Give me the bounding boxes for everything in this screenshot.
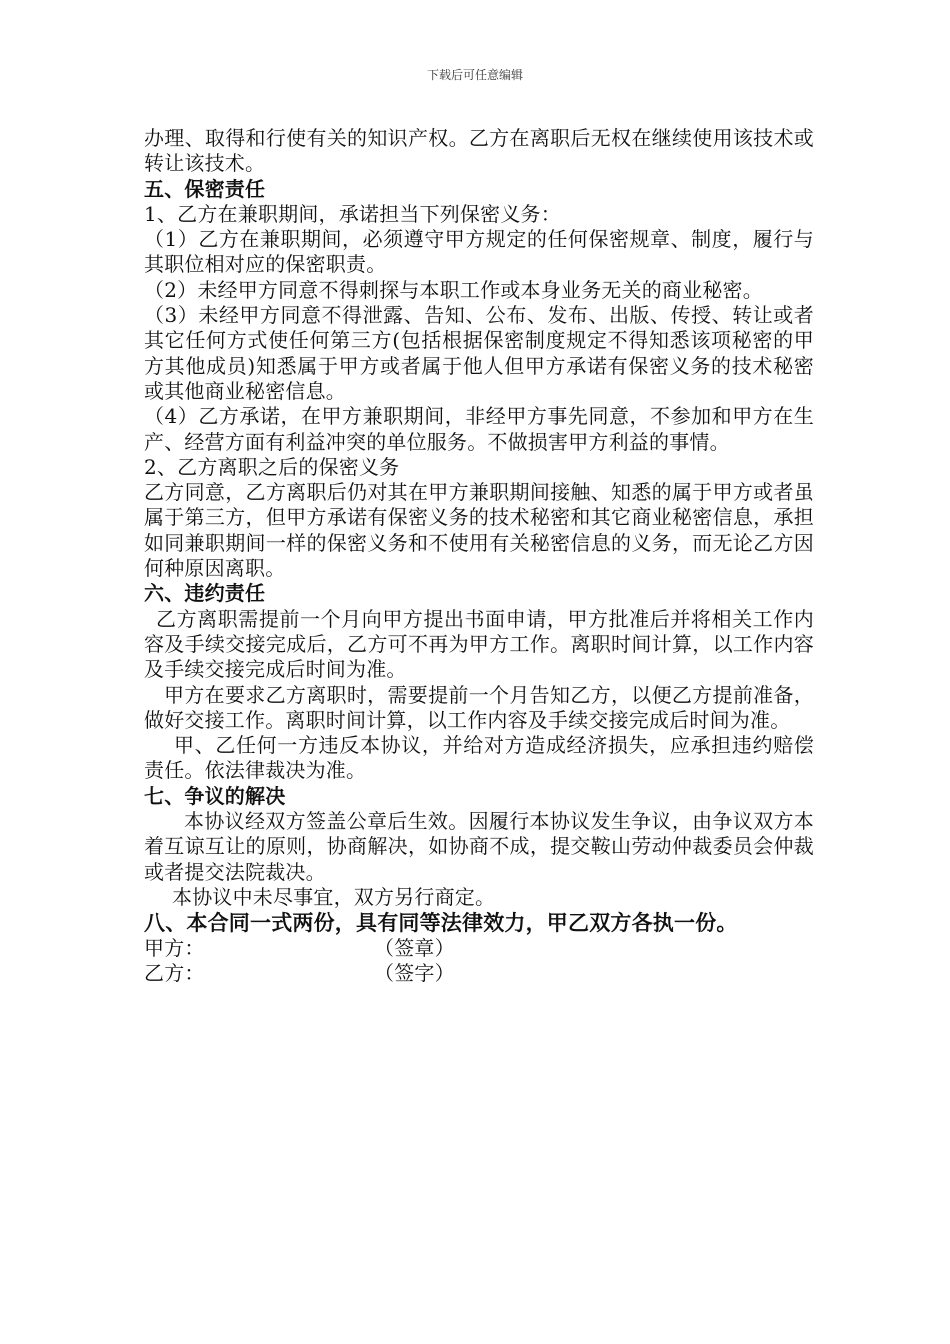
party-b-signature: （签字） (374, 960, 455, 985)
section-heading-liability: 六、违约责任 (144, 581, 266, 606)
paragraph-clause-3: （3）未经甲方同意不得泄露、告知、公布、发布、出版、传授、转让或者其它任何方式使任何第三方(包括根据保密制度规定不得知悉该项秘密的甲方其他成员)知悉属于甲方或者属于他人但甲方承诺有保密义务的技术秘密或其他商业秘密信息。 (144, 303, 814, 403)
section-heading-confidentiality: 五、保密责任 (144, 176, 266, 201)
paragraph-other-matters: 本协议中未尽事宜，双方另行商定。 (172, 884, 496, 909)
section-heading-dispute: 七、争议的解决 (144, 783, 286, 808)
party-a-label: 甲方： (144, 935, 205, 960)
paragraph-resignation-notice: 乙方离职需提前一个月向甲方提出书面申请，甲方批准后并将相关工作内容及手续交接完成后，乙方可不再为甲方工作。离职时间计算，以工作内容及手续交接完成后时间为准。 (144, 606, 814, 682)
section-heading-copies: 八、本合同一式两份，具有同等法律效力，甲乙双方各执一份。 (144, 910, 738, 936)
signature-line-party-b (144, 961, 814, 986)
paragraph-confidentiality-during: 1、乙方在兼职期间，承诺担当下列保密义务： (144, 201, 561, 226)
party-b-label: 乙方： (144, 960, 205, 985)
paragraph-after-resignation: 乙方同意，乙方离职后仍对其在甲方兼职期间接触、知悉的属于甲方或者虽属于第三方，但甲方承诺有保密义务的技术秘密和其它商业秘密信息，承担如同兼职期间一样的保密义务和不使用有关秘密信息的义务，而无论乙方因何种原因离职。 (144, 480, 814, 581)
paragraph-clause-2: （2）未经甲方同意不得刺探与本职工作或本身业务无关的商业秘密。 (144, 277, 763, 302)
paragraph-ip-continuation: 办理、取得和行使有关的知识产权。乙方在离职后无权在继续使用该技术或转让该技术。 (144, 126, 814, 176)
page-header: 下载后可任意编辑 (426, 68, 523, 82)
paragraph-dispute-resolution: 本协议经双方签盖公章后生效。因履行本协议发生争议，由争议双方本着互谅互让的原则，协商解决，如协商不成，提交鞍山劳动仲裁委员会仲裁或者提交法院裁决。 (144, 809, 814, 884)
paragraph-breach: 甲、乙任何一方违反本协议，并给对方造成经济损失，应承担违约赔偿责任。依法律裁决为准。 (144, 733, 814, 783)
paragraph-confidentiality-after: 2、乙方离职之后的保密义务 (144, 454, 400, 479)
paragraph-dismissal-notice: 甲方在要求乙方离职时，需要提前一个月告知乙方，以便乙方提前准备，做好交接工作。离职时间计算，以工作内容及手续交接完成后时间为准。 (144, 682, 814, 732)
paragraph-clause-1: （1）乙方在兼职期间，必须遵守甲方规定的任何保密规章、制度，履行与其职位相对应的保密职责。 (144, 227, 814, 277)
document-body (144, 126, 814, 986)
party-a-seal: （签章） (374, 935, 455, 960)
signature-line-party-a (144, 936, 814, 961)
paragraph-clause-4: （4）乙方承诺，在甲方兼职期间，非经甲方事先同意，不参加和甲方在生产、经营方面有利益冲突的单位服务。不做损害甲方利益的事情。 (144, 404, 814, 454)
